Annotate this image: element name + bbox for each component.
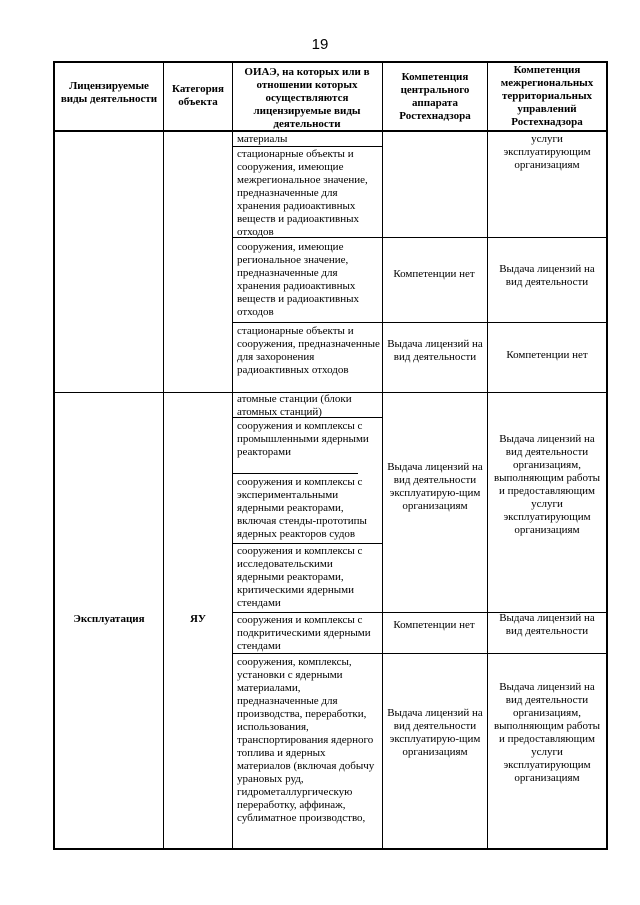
oiae-cell: сооружения и комплексы с подкритическими ядерными стендами bbox=[237, 614, 371, 652]
oiae-cell: сооружения, комплексы, установки с ядерными материалами, предназначенные для производства, переработки, использования, транспортирования ядерного топлива и ядерных материалов (включая добычу урановых руд, гидрометаллургическую переработку, аффинаж, сублиматное производство, bbox=[237, 656, 375, 824]
row-divider bbox=[232, 653, 608, 654]
column-border bbox=[382, 61, 383, 849]
regional-cell: Выдача лицензий на вид деятельности организациям, выполняющим работы и предоставляющим услуги эксплуатирующим организациям bbox=[493, 433, 601, 536]
table-top-border bbox=[53, 61, 608, 63]
category-cell: ЯУ bbox=[189, 613, 207, 625]
text-box-underline bbox=[232, 473, 358, 474]
page-number: 19 bbox=[311, 36, 329, 53]
oiae-cell: сооружения, имеющие региональное значение, предназначенные для хранения радиоактивных веществ и радиоактивных отходов bbox=[237, 241, 360, 318]
regional-cell: Выдача лицензий на вид деятельности организациям, выполняющим работы и предоставляющим услуги эксплуатирующим организациям bbox=[493, 681, 601, 784]
column-border bbox=[163, 61, 164, 849]
text-box-underline bbox=[232, 146, 382, 147]
header-category: Категория объекта bbox=[172, 83, 224, 108]
oiae-cell: стационарные объекты и сооружения, имеющие межрегиональное значение, предназначенные для хранения радиоактивных веществ и радиоактивных отходов bbox=[237, 148, 368, 238]
text-box-underline bbox=[232, 543, 382, 544]
oiae-cell: сооружения и комплексы с исследовательскими ядерными реакторами, критическими ядерными стендами bbox=[237, 545, 363, 609]
regional-cell: Выдача лицензий на вид деятельности bbox=[499, 263, 595, 288]
central-cell: Выдача лицензий на вид деятельности bbox=[387, 338, 483, 363]
oiae-cell: стационарные объекты и сооружения, предназначенные для захоронения радиоактивных отходов bbox=[237, 325, 380, 376]
header-activity: Лицензируемые виды деятельности bbox=[60, 80, 158, 105]
oiae-cell: сооружения и комплексы с промышленными ядерными реакторами bbox=[237, 420, 369, 458]
regional-cell: Компетенции нет bbox=[506, 349, 588, 361]
header-central: Компетенция центрального аппарата Ростехнадзора bbox=[399, 71, 471, 122]
column-border bbox=[606, 61, 608, 850]
header-regional: Компетенция межрегиональных территориальных управлений Ростехнадзора bbox=[500, 64, 594, 128]
oiae-cell: сооружения и комплексы с экспериментальными ядерными реакторами, включая стенды-прототипы ядерных реакторов судов bbox=[237, 476, 367, 540]
regional-cell: услуги эксплуатирующим организациям bbox=[503, 133, 591, 171]
column-border bbox=[232, 61, 233, 849]
activity-cell: Эксплуатация bbox=[73, 613, 145, 625]
oiae-cell: материалы bbox=[237, 133, 288, 145]
column-border bbox=[53, 61, 55, 850]
central-cell: Компетенции нет bbox=[393, 268, 475, 280]
regional-cell: Выдача лицензий на вид деятельности bbox=[499, 612, 595, 637]
central-cell: Выдача лицензий на вид деятельности эксплуатирую-щим организациям bbox=[387, 707, 483, 758]
central-cell: Выдача лицензий на вид деятельности эксплуатирую-щим организациям bbox=[387, 461, 483, 512]
table-bottom-border bbox=[53, 848, 608, 850]
central-cell: Компетенции нет bbox=[393, 619, 475, 631]
oiae-cell: атомные станции (блоки атомных станций) bbox=[237, 393, 352, 418]
row-divider bbox=[232, 322, 608, 323]
column-border bbox=[487, 61, 488, 849]
header-oiae: ОИАЭ, на которых или в отношении которых осуществляются лицензируемые виды деятельности bbox=[244, 66, 370, 130]
